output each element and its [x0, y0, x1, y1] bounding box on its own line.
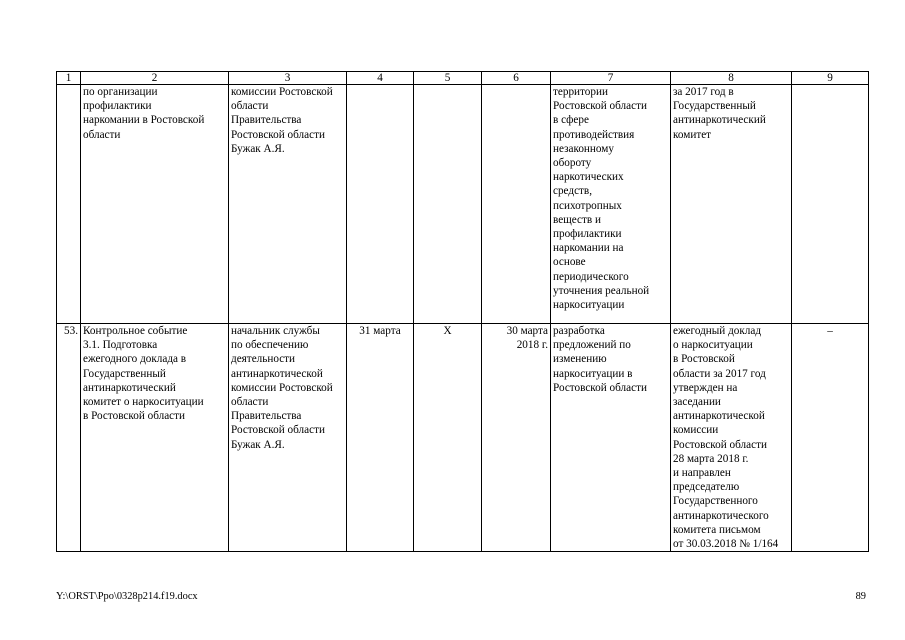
cell-line: антинаркотический — [673, 114, 766, 127]
cell-line: о наркоситуации — [673, 339, 753, 352]
cell-event-name — [81, 85, 229, 324]
cell-line: Ростовской области — [231, 128, 325, 141]
cell-line: начальник службы — [231, 325, 320, 337]
cell-line: веществ и — [553, 213, 601, 226]
header-col-8: 8 — [671, 72, 792, 85]
cell-line: Ростовской области — [673, 438, 767, 451]
cell-line: области — [231, 396, 269, 409]
cell-line: Ростовской области — [553, 100, 647, 113]
footer-page-number: 89 — [855, 591, 866, 602]
cell-line: обороту — [553, 157, 592, 170]
cell-responsible — [229, 324, 347, 552]
cell-number — [57, 85, 81, 324]
cell-line: председателю — [673, 481, 740, 494]
cell-line: Государственный — [673, 100, 756, 113]
cell-line: основе — [553, 256, 586, 269]
header-col-4: 4 — [347, 72, 414, 85]
cell-line: 2018 г. — [516, 339, 548, 352]
cell-line: по обеспечению — [231, 339, 309, 352]
cell-actual-date — [482, 85, 551, 324]
header-col-7: 7 — [551, 72, 671, 85]
cell-line: средств, — [553, 185, 593, 198]
cell-line: наркомании в Ростовской — [83, 114, 205, 127]
cell-line: 3.1. Подготовка — [83, 339, 158, 352]
cell-line: от 30.03.2018 № 1/164 — [673, 538, 779, 551]
cell-line: Контрольное событие — [83, 325, 188, 337]
cell-status — [671, 85, 792, 324]
cell-line: деятельности — [231, 353, 296, 366]
cell-line: 30 марта — [506, 325, 548, 337]
cell-line: периодического — [553, 270, 629, 283]
cell-line: антинаркотической — [231, 367, 323, 380]
cell-line: за 2017 год в — [673, 86, 734, 98]
cell-line: области — [231, 100, 269, 113]
header-col-1: 1 — [57, 72, 81, 85]
cell-status — [671, 324, 792, 552]
table-row-53 — [57, 324, 869, 552]
cell-line: наркотических — [553, 171, 624, 184]
cell-line: предложений по — [553, 339, 631, 352]
cell-note — [792, 85, 869, 324]
cell-responsible — [229, 85, 347, 324]
cell-col5: Х — [414, 324, 482, 552]
header-row — [57, 72, 869, 85]
cell-line: разработка — [553, 325, 605, 337]
cell-line: в сфере — [553, 114, 589, 127]
cell-line: заседании — [673, 396, 721, 409]
cell-line: Правительства — [231, 410, 302, 423]
cell-line: комиссии Ростовской — [231, 86, 333, 98]
cell-event-name — [81, 324, 229, 552]
cell-line: комитет о наркоситуации — [83, 396, 204, 409]
cell-line: области — [83, 128, 121, 141]
cell-number: 53. — [57, 324, 81, 552]
cell-line: антинаркотической — [673, 410, 765, 423]
cell-note: – — [792, 324, 869, 552]
header-col-2: 2 — [81, 72, 229, 85]
cell-line: по организации — [83, 86, 158, 98]
cell-planned-date: 31 марта — [347, 324, 414, 552]
cell-line: Бужак А.Я. — [231, 438, 285, 451]
cell-result — [551, 324, 671, 552]
cell-line: территории — [553, 86, 608, 98]
header-col-9: 9 — [792, 72, 869, 85]
cell-actual-date — [482, 324, 551, 552]
cell-line: ежегодный доклад — [673, 325, 762, 337]
cell-line: уточнения реальной — [553, 284, 650, 297]
cell-line: ежегодного доклада в — [83, 353, 187, 366]
cell-line: противодействия — [553, 128, 635, 141]
cell-line: наркомании на — [553, 242, 624, 255]
cell-line: Бужак А.Я. — [231, 142, 285, 155]
cell-line: утвержден на — [673, 381, 738, 394]
cell-line: комиссии Ростовской — [231, 381, 333, 394]
cell-line: незаконному — [553, 142, 614, 155]
header-col-3: 3 — [229, 72, 347, 85]
cell-line: антинаркотического — [673, 509, 769, 522]
cell-line: изменению — [553, 353, 607, 366]
cell-line: Правительства — [231, 114, 302, 127]
cell-line: антинаркотический — [83, 381, 176, 394]
cell-line: наркоситуации в — [553, 367, 633, 380]
cell-line: профилактики — [83, 100, 152, 113]
cell-line: Государственный — [83, 367, 166, 380]
cell-line: психотропных — [553, 199, 622, 212]
cell-line: комитета письмом — [673, 523, 761, 536]
cell-planned-date — [347, 85, 414, 324]
header-col-6: 6 — [482, 72, 551, 85]
cell-col5 — [414, 85, 482, 324]
cell-line: Государственного — [673, 495, 758, 508]
cell-line: в Ростовской — [673, 353, 735, 366]
cell-result — [551, 85, 671, 324]
header-col-5: 5 — [414, 72, 482, 85]
cell-line: области за 2017 год — [673, 367, 766, 380]
cell-line: комитет — [673, 128, 712, 141]
cell-line: Ростовской области — [231, 424, 325, 437]
table-row-continuation — [57, 85, 869, 324]
footer-file-path: Y:\ORST\Ppo\0328p214.f19.docx — [56, 591, 198, 602]
cell-line: профилактики — [553, 228, 622, 241]
plan-table — [56, 71, 869, 552]
cell-line: 28 марта 2018 г. — [673, 452, 749, 465]
cell-line: Ростовской области — [553, 381, 647, 394]
cell-line: наркоситуации — [553, 299, 625, 312]
cell-line: и направлен — [673, 467, 731, 480]
cell-line: комиссии — [673, 424, 719, 437]
cell-line: в Ростовской области — [83, 410, 186, 423]
